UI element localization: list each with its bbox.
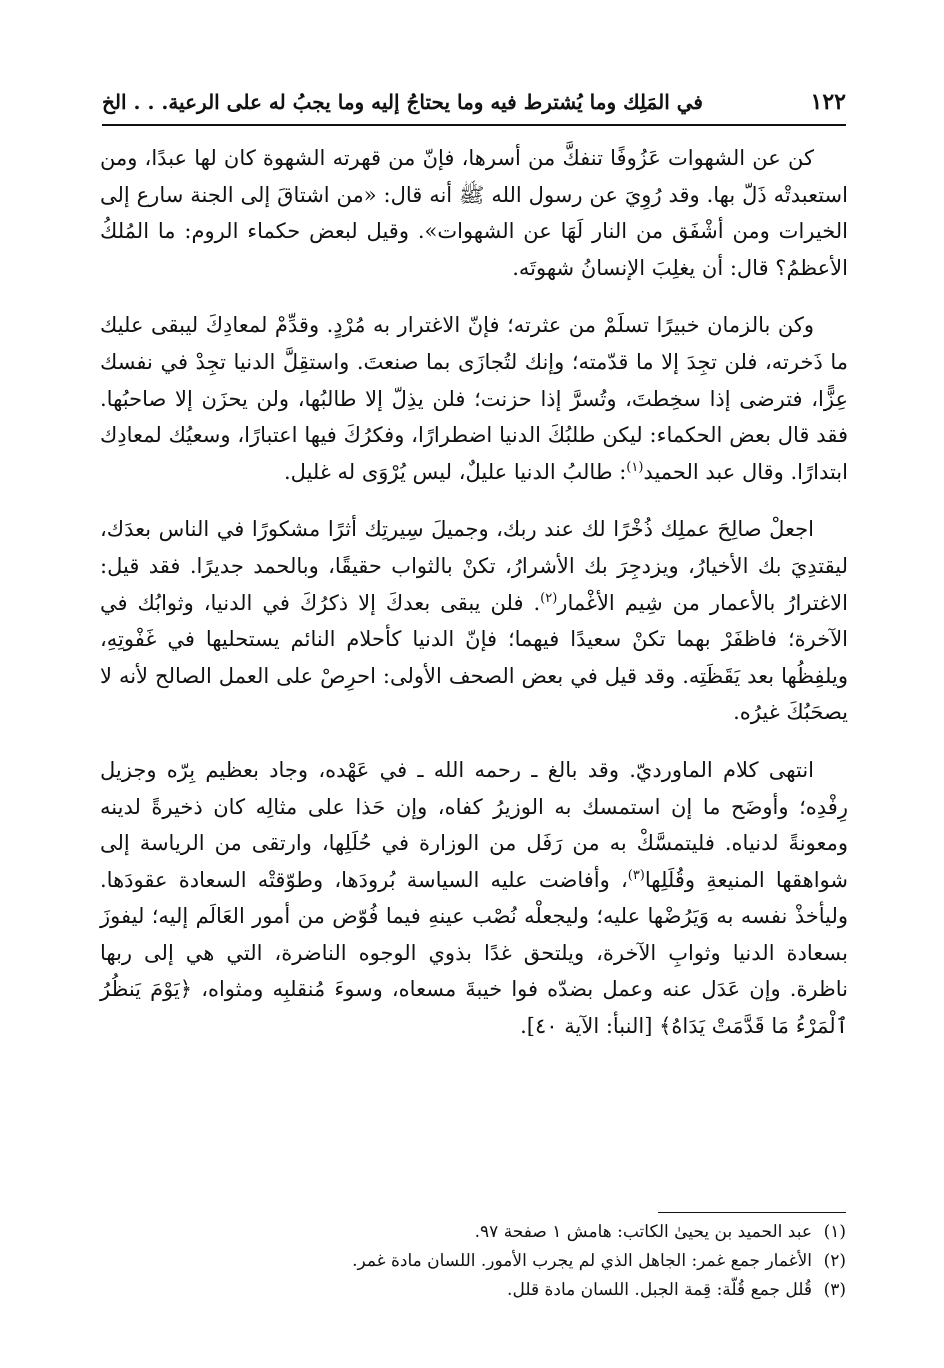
paragraph-1	[100, 140, 848, 286]
footnote-3	[102, 1276, 846, 1305]
footnote-text: قُلل جمع قُلّة: قِمة الجبل. اللسان مادة قلل.	[507, 1280, 812, 1300]
paragraph-2	[100, 307, 848, 490]
footnote-2	[102, 1247, 846, 1276]
paragraph-text: انتهى كلام الماورديّ. وقد بالغ ـ رحمه الله ـ في عَهْده، وجاد بعظيم بِرّه وجزيل رِفْدِه؛ وأوضَح ما إن استمسك به الوزيرُ كفاه، وإن حَذا على مثالِه كان ذخيرةً لدينه ومعونةً لدنياه. فليتمسَّكْ به من رَفَل من الوزارة في حُلَلِها، وارتقى من الرياسة إلى شواهقها المنيعةِ وقُلَلِها	[100, 757, 848, 892]
page-number: ١٢٢	[810, 89, 846, 115]
footnote-number: (٣)	[823, 1280, 846, 1300]
paragraph-text: اجعلْ صالِحَ عملِك ذُخْرًا لك عند ربك، وجميلَ سِيرتِك أثرًا مشكورًا في الناس بعدَك، ليقتدِيَ بك الأخيارُ، ويزدجِرَ بك الأشرارُ، تكنْ بالثواب حقيقًا، وبالحمد جديرًا. فقد قيل: الاغترارُ بالأعمار من شِيم الأغْمار	[100, 517, 848, 615]
page-header	[102, 84, 846, 120]
footnote-ref-1[interactable]: (١)	[626, 459, 644, 475]
footnote-ref-2[interactable]: (٢)	[540, 590, 558, 606]
running-title: في المَلِك وما يُشترط فيه وما يحتاجُ إليه وما يجبُ له على الرعية. . . الخ	[102, 90, 703, 114]
paragraph-4	[100, 752, 848, 1045]
footnote-ref-3[interactable]: (٣)	[627, 867, 645, 883]
paragraph-text-continued: . فلن يبقى بعدكَ إلا ذكرُكَ في الدنيا، وثوابُك في الآخرة؛ فاظفَرْ بهما تكنْ سعيدًا فيهما؛ فإنّ الدنيا كأحلام النائم يستحليها في غَفْوتِهِ، ويلفِظُها بعد يَقَظَتِه. وقد قيل في بعض الصحف الأولى: احرِصْ على العمل الصالح لأنه لا يصحَبُكَ غيرُه.	[100, 590, 848, 725]
main-text	[100, 140, 848, 1045]
footnote-1	[102, 1218, 846, 1247]
footnote-text: الأغمار جمع غمر: الجاهل الذي لم يجرب الأمور. اللسان مادة غمر.	[352, 1251, 812, 1271]
paragraph-text: كن عن الشهوات عَزُوفًا تنفكَّ من أسرها، فإنّ من قهرته الشهوة كان لها عبدًا، ومن استعبدتْه ذَلّ بها. وقد رُوِيَ عن رسول الله ﷺ أنه قال: «من اشتاقَ إلى الجنة سارع إلى الخيرات ومن أشْفَق من النار لَهَا عن الشهوات». وقيل لبعض حكماء الروم: ما المُلكُ الأعظمُ؟ قال: أن يغلِبَ الإنسانُ شهوتَه.	[100, 146, 848, 280]
header-divider	[102, 124, 846, 126]
paragraph-3	[100, 511, 848, 731]
paragraph-text-continued: ، وأفاضت عليه السياسة بُرودَها، وطوّقتْه السعادة عقودَها. وليأخذْ نفسه به وَيَرُضْها عليه؛ وليجعلْه نُصْب عينهِ فيما فُوّض من أمور العَالَم إليه؛ ليفوزَ بسعادة الدنيا وثوابِ الآخرة، ويلتحق غدًا بذوي الوجوه الناضرة، التي هي إلى ربها ناظرة. وإن عَدَل عنه وعمل بضدّه فوا خيبةَ مسعاه، وسوءَ مُنقلبِه ومثواه، ﴿يَوْمَ يَنظُرُ ٱلْمَرْءُ مَا قَدَّمَتْ يَدَاهُ﴾ [النبأ: الآية ٤٠].	[100, 867, 848, 1039]
footnote-divider	[658, 1212, 846, 1213]
footnote-number: (١)	[823, 1222, 846, 1242]
footnote-text: عبد الحميد بن يحيىٰ الكاتب: هامش ١ صفحة ٩٧.	[474, 1222, 812, 1242]
footnotes	[102, 1218, 846, 1305]
paragraph-text-continued: : طالبُ الدنيا عليلٌ، ليس يُرْوَى له غليل.	[283, 459, 627, 484]
paragraph-text: وكن بالزمان خبيرًا تسلَمْ من عثرته؛ فإنّ الاغترار به مُرْدٍ. وقدِّمْ لمعادِكَ ليبقى عليك ما ذَخرته، فلن تجِدَ إلا ما قدّمته؛ وإنك لتُجازَى بما صنعتَ. واستقِلَّ الدنيا تجِدْ في نفسك عِزًّا، فترضى إذا سخِطتَ، وتُسرَّ إذا حزنت؛ فلن يذِلّ إلا طالبُها، ولن يحزَن إلا صاحبُها. فقد قال بعض الحكماء: ليكن طلبُكَ الدنيا اضطرارًا، وفكرُكَ فيها اعتبارًا، وسعيُك لمعادِك ابتدارًا. وقال عبد الحميد	[100, 313, 848, 484]
footnote-number: (٢)	[823, 1251, 846, 1271]
